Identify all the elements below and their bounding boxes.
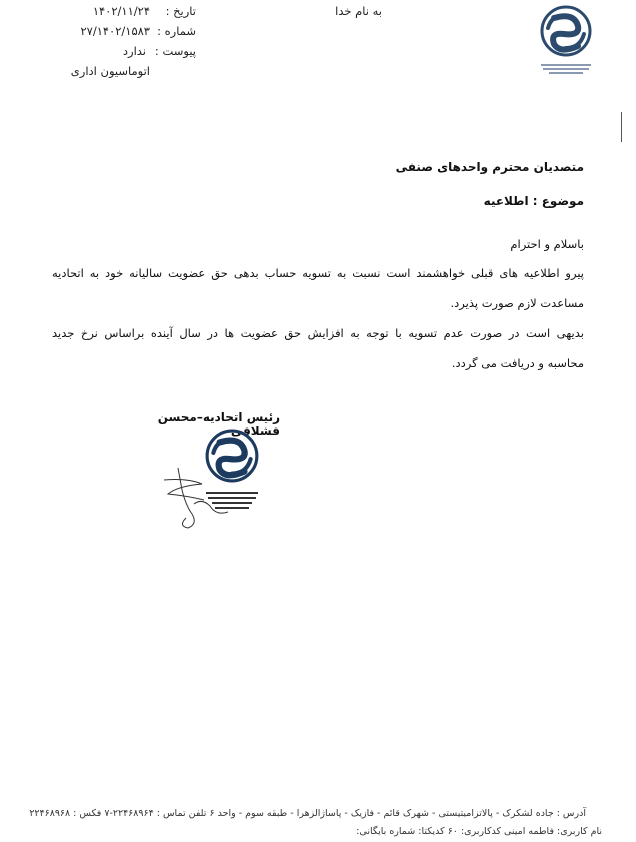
user-code-value: ۶۰: [447, 826, 458, 837]
logo-emblem-icon: [534, 4, 598, 58]
paragraph-2-line-1: بدیهی است در صورت عدم تسویه با توجه به افزایش حق عضویت ها در سال آینده براساس نرخ جدید: [52, 326, 584, 340]
basmala: به نام خدا: [335, 4, 382, 18]
postal-label: کدیکتا:: [418, 826, 445, 837]
logo-text-lines: [534, 64, 598, 74]
paragraph-1-line-1: پیرو اطلاعیه های قبلی خواهشمند است نسبت به تسویه حساب بدهی حق عضویت سالیانه خود به اتحادیه: [52, 266, 584, 280]
number-value: ۲۷/۱۴۰۲/۱۵۸۳: [80, 24, 150, 38]
fax-value: ۲۲۴۶۸۹۶۸: [29, 808, 71, 819]
user-label: نام کاربری:: [557, 826, 602, 837]
recipient: متصدیان محترم واحدهای صنفی: [395, 160, 584, 174]
subject: موضوع : اطلاعیه: [483, 194, 584, 208]
address-text: آدرس : جاده لشکرک - پالاتزامیتیستی - شهرک قائم - فازیک - پاساژالزهرا - طبقه سوم - واحد ۶: [209, 808, 586, 819]
number-label: شماره :: [157, 24, 196, 38]
signature-icon: [158, 460, 262, 532]
fax-label: فکس :: [73, 808, 102, 819]
attachment-label: پیوست :: [154, 44, 196, 58]
user-value: فاطمه امینی: [504, 826, 554, 837]
paragraph-2-line-2: محاسبه و دریافت می گردد.: [451, 356, 584, 370]
footer-meta: [42, 826, 602, 837]
union-logo: [534, 4, 598, 78]
handwritten-signature: [158, 460, 262, 532]
archive-label: شماره بایگانی:: [356, 826, 416, 837]
phone-value: ۲۲۴۶۸۹۶۴-۷: [104, 808, 154, 819]
footer-address: [26, 808, 586, 819]
page-edge-mark: [621, 112, 622, 142]
attachment-value: ندارد: [122, 44, 146, 58]
date-label: تاریخ :: [165, 4, 196, 18]
date-value: ۱۴۰۲/۱۱/۲۴: [92, 4, 150, 18]
user-code-label: کدکاربری:: [460, 826, 501, 837]
signatory-name: رئیس اتحادیه–محسن قشلاقی: [157, 410, 280, 438]
greeting: باسلام و احترام: [510, 237, 584, 251]
department-label: اتوماسیون اداری: [70, 64, 150, 78]
paragraph-1-line-2: مساعدت لازم صورت پذیرد.: [450, 296, 584, 310]
phone-label: تلفن تماس :: [156, 808, 207, 819]
